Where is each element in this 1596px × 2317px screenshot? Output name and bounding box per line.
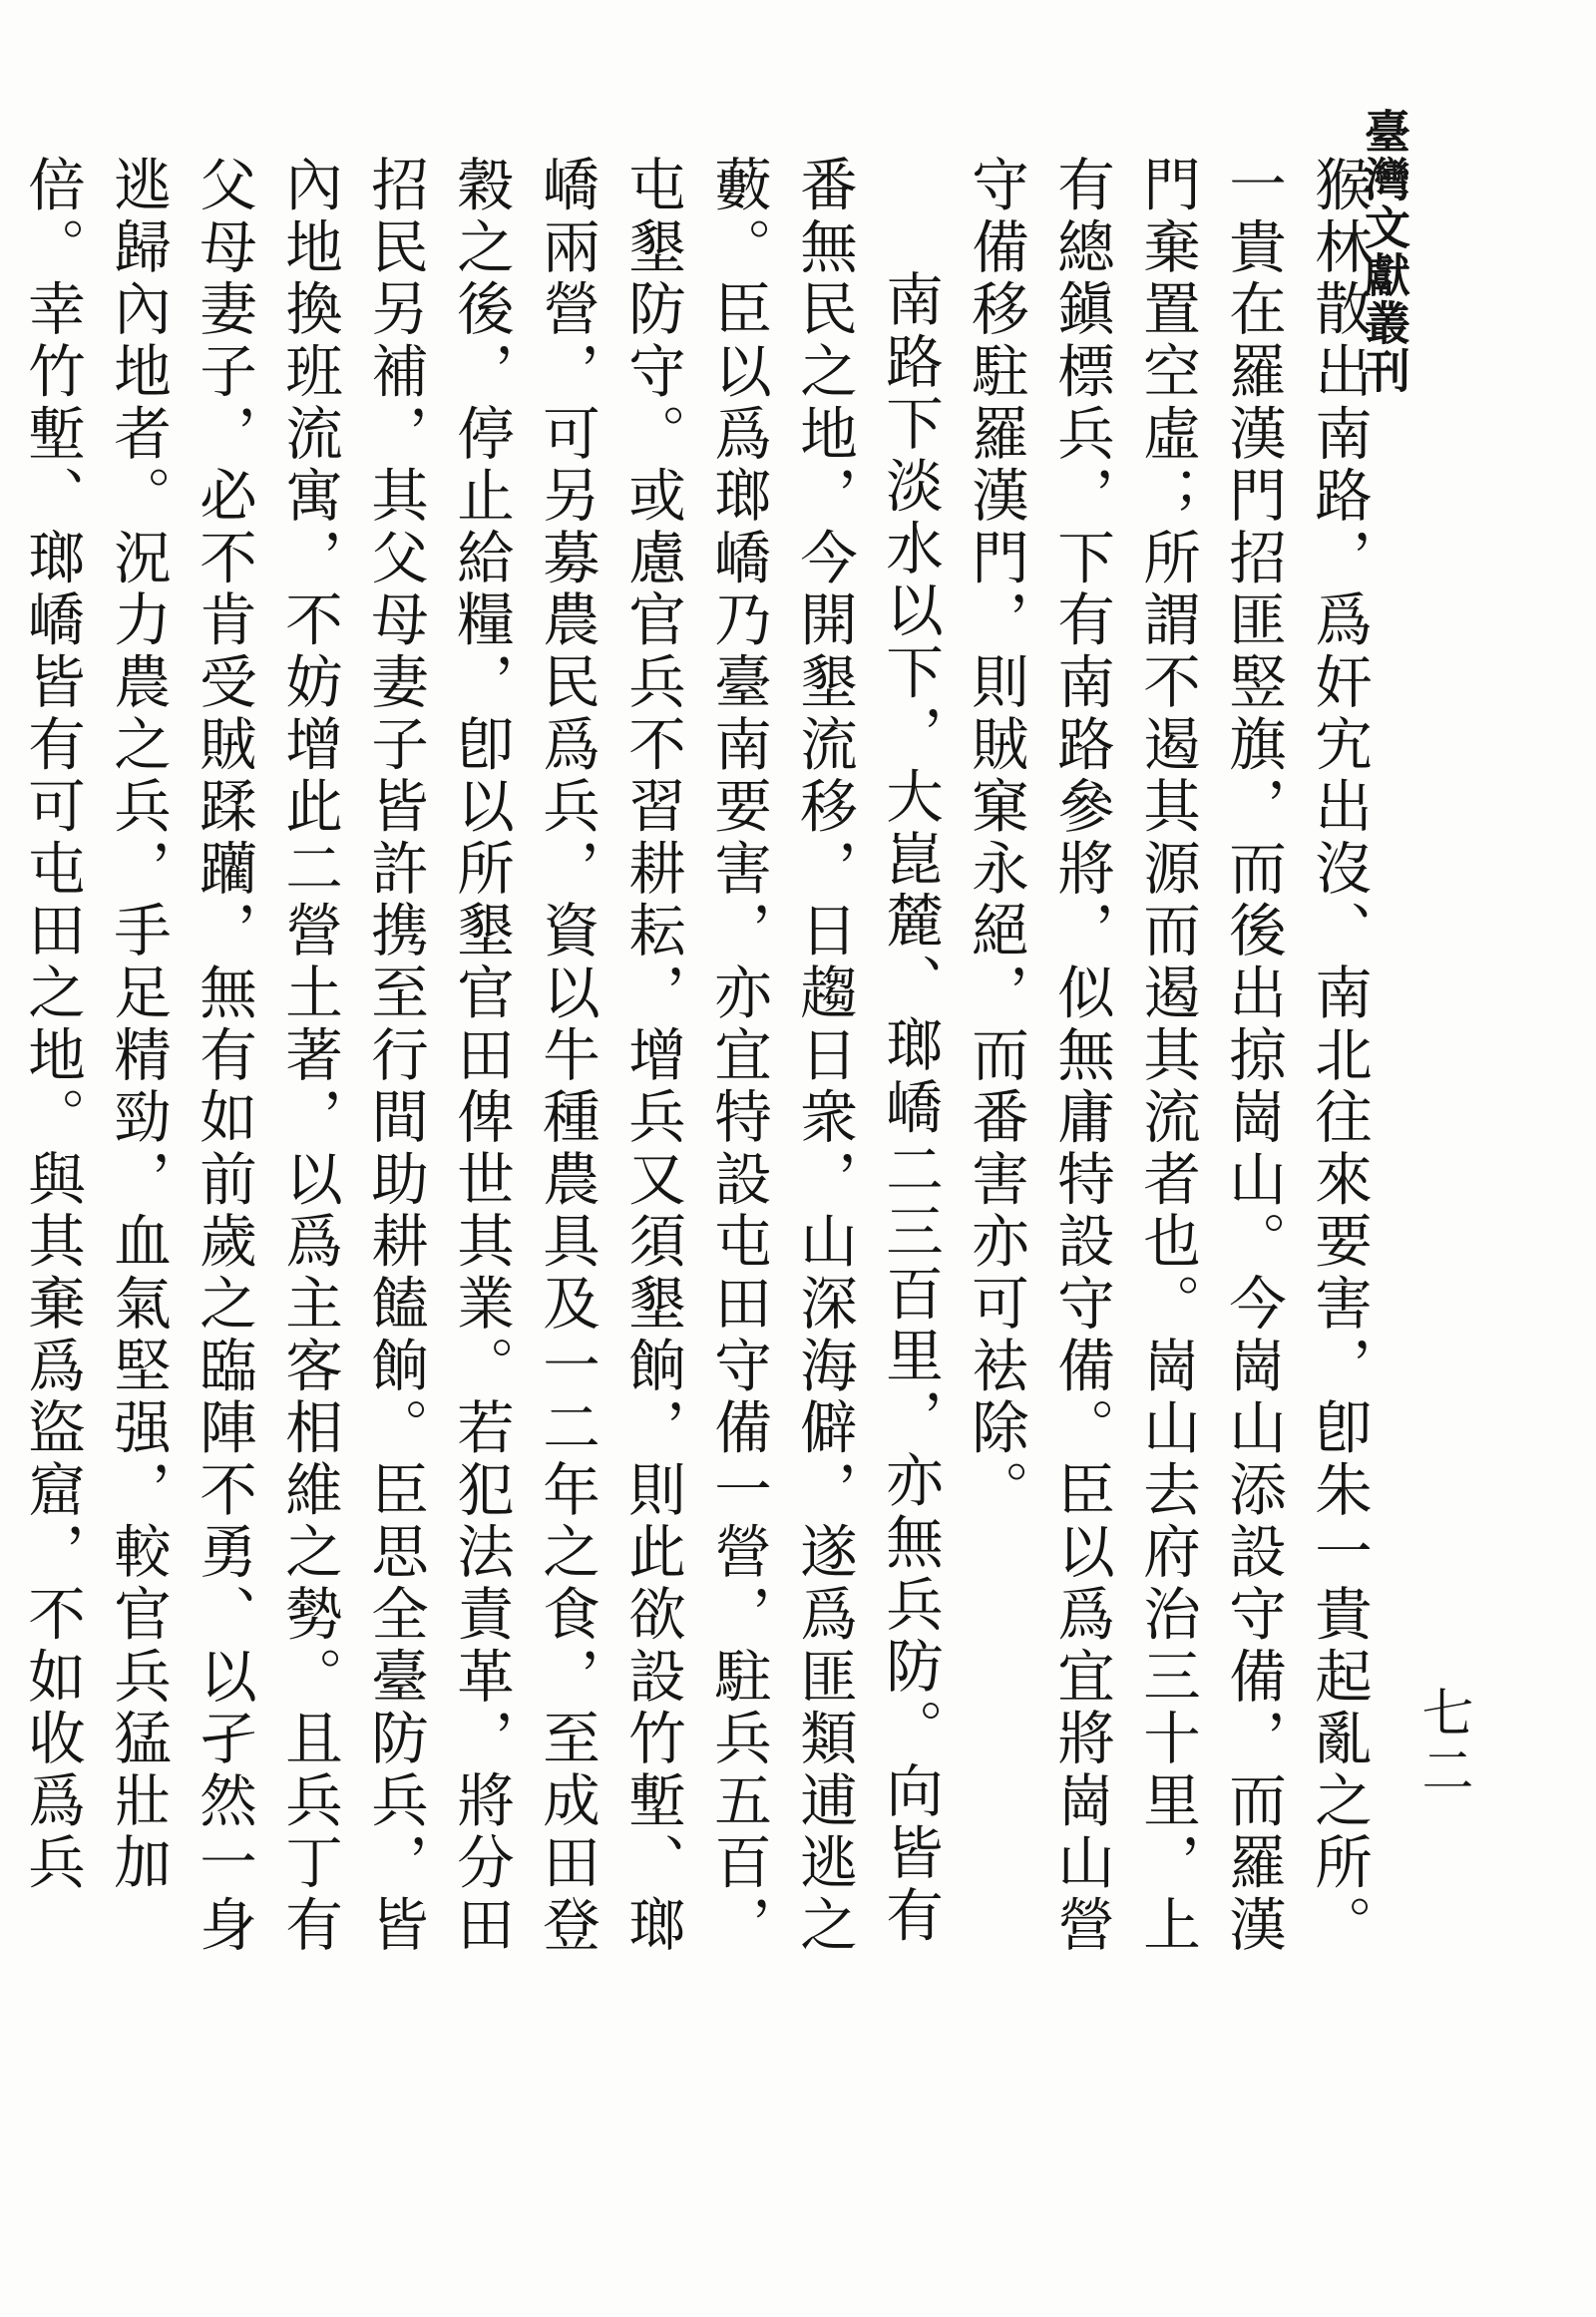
running-title: 臺灣文獻叢刊 [1358, 108, 1411, 395]
body-text [0, 155, 1382, 1970]
paragraph-continuation: 猴林散出南路，爲奸宄出沒、南北往來要害，卽朱一貴起亂之所。一貴在羅漢門招匪竪旗，而後出掠崗山。今崗山添設守備，而羅漢門棄置空虛；所謂不遏其源而遏其流者也。崗山去府治三十里，上有總鎭標兵，下有南路參將，似無庸特設守備。臣以爲宜將崗山營守備移駐羅漢門，則賊窠永絕，而番害亦可袪除。 [963, 155, 1373, 1957]
paragraph-south-route: 南路下淡水以下，大崑麓、瑯嶠二三百里，亦無兵防。向皆有番無民之地，今開墾流移，日趨日衆，山深海僻，遂爲匪類逋逃之藪。臣以爲瑯嶠乃臺南要害，亦宜特設屯田守備一營，駐兵五百，屯墾防守。或慮官兵不習耕耘，增兵又須墾餉，則此欲設竹塹、瑯嶠兩營，可另募農民爲兵，資以牛種農具及一二年之食，至成田登穀之後，停止給糧，卽以所墾官田俾世其業。若犯法責革，將分田招民另補，其父母妻子皆許携至行間助耕饁餉。臣思全臺防兵，皆內地換班流寓，不妨增此二營土著，以爲主客相維之勢。且兵丁有父母妻子，必不肯受賊蹂躪，無有如前歲之臨陣不勇、以孑然一身逃歸內地者。況力農之兵，手足精勁，血氣堅强，較官兵猛壯加倍。幸竹塹、瑯嶠皆有可屯田之地。與其棄爲盜窟，不如收爲兵 [19, 155, 944, 1957]
page-number: 七二 [1412, 1686, 1472, 1801]
